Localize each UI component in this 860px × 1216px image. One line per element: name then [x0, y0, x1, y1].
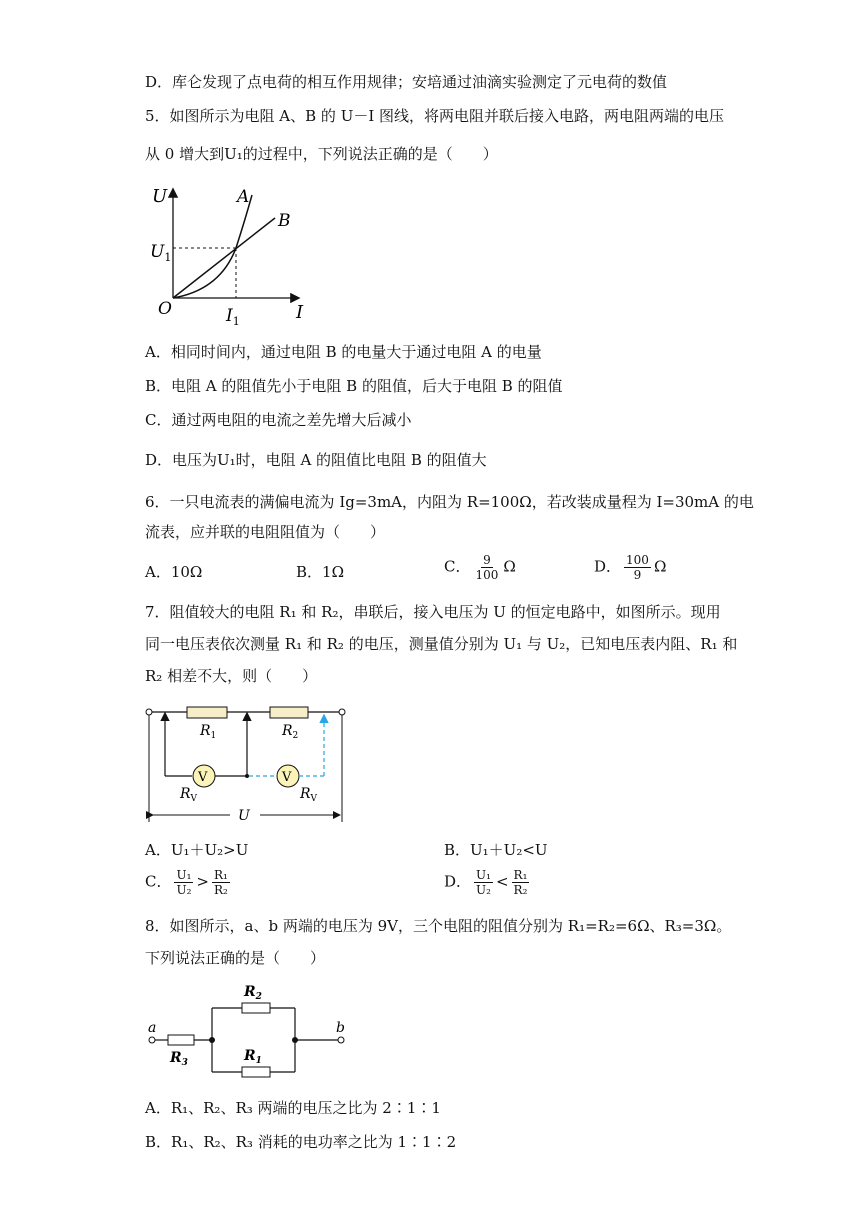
- resistor-r1: [242, 1067, 270, 1077]
- curve-a-label: A: [237, 187, 250, 207]
- q5-option-b: B．电阻 A 的阻值先小于电阻 B 的阻值，后大于电阻 B 的阻值: [145, 377, 563, 395]
- x-axis-label: I: [296, 302, 304, 323]
- line-b-label: B: [278, 211, 291, 231]
- rv-label-left: $R_V$: [180, 786, 198, 804]
- q4-option-d: D．库仑发现了点电荷的相互作用规律；安培通过油滴实验测定了元电荷的数值: [145, 73, 668, 91]
- q8-circuit-diagram: [140, 980, 355, 1090]
- q8-option-b: B．R₁、R₂、R₃ 消耗的电功率之比为 1∶1∶2: [145, 1133, 457, 1151]
- a-label: a: [148, 1020, 157, 1036]
- b-label: b: [336, 1020, 345, 1036]
- r2-label: $R_2$: [282, 723, 299, 741]
- q8-stem-line2: 下列说法正确的是（ ）: [145, 949, 326, 967]
- r1-label: $R_1$: [200, 723, 217, 741]
- q6-option-a: A．10Ω: [145, 563, 203, 581]
- q7-option-a: A．U₁＋U₂>U: [145, 841, 249, 859]
- i1-label: $I_1$: [226, 306, 240, 328]
- q6-stem-line2: 流表，应并联的电阻阻值为（ ）: [145, 523, 386, 541]
- q5-ui-graph: [140, 180, 320, 340]
- q7-stem-line3: R₂ 相差不大，则（ ）: [145, 667, 318, 685]
- q7-circuit-diagram: [142, 702, 352, 832]
- svg-text:V: V: [198, 770, 208, 785]
- q5-stem-line1: 5．如图所示为电阻 A、B 的 U－I 图线，将两电阻并联后接入电路，两电阻两端的电压: [145, 107, 725, 125]
- q5-option-d: D．电压为U₁时，电阻 A 的阻值比电阻 B 的阻值大: [145, 451, 487, 469]
- q6-option-c: C． $\frac{9}{100}$ Ω: [444, 553, 516, 582]
- left-terminal: [146, 709, 152, 715]
- y-axis-label: U: [152, 186, 168, 207]
- r3-label: $R_3$: [170, 1050, 188, 1068]
- q8-stem-line1: 8．如图所示，a、b 两端的电压为 9V，三个电阻的阻值分别为 R₁=R₂=6Ω、R₃=3Ω。: [145, 917, 732, 935]
- r2-label: $R_2$: [244, 984, 262, 1002]
- terminal-a: [149, 1037, 155, 1043]
- q7-option-b: B．U₁＋U₂<U: [444, 841, 548, 859]
- right-terminal: [339, 709, 345, 715]
- q5-option-c: C．通过两电阻的电流之差先增大后减小: [145, 411, 412, 429]
- q7-option-d: D． $\frac{\text{U₁}}{\text{U₂}}$ < $\frac{\text{R₁}}{\text{R₂}}$: [444, 868, 528, 897]
- terminal-b: [338, 1037, 344, 1043]
- curve-a: [173, 195, 252, 298]
- resistor-r2: [242, 1003, 270, 1013]
- q5-option-a: A．相同时间内，通过电阻 B 的电量大于通过电阻 A 的电量: [145, 343, 542, 361]
- q7-option-c: C． $\frac{\text{U₁}}{\text{U₂}}$ > $\frac{\text{R₁}}{\text{R₂}}$: [145, 868, 228, 897]
- q7-stem-line2: 同一电压表依次测量 R₁ 和 R₂ 的电压，测量值分别为 U₁ 与 U₂，已知电压表内阻、R₁ 和: [145, 635, 738, 653]
- origin-label: O: [158, 299, 172, 319]
- resistor-r2: [270, 707, 308, 718]
- q5-stem-line2: 从 0 增大到U₁的过程中，下列说法正确的是（ ）: [145, 145, 498, 163]
- q8-option-a: A．R₁、R₂、R₃ 两端的电压之比为 2∶1∶1: [145, 1099, 441, 1117]
- q7-stem-line1: 7．阻值较大的电阻 R₁ 和 R₂，串联后，接入电压为 U 的恒定电路中，如图所示。现用: [145, 603, 721, 621]
- resistor-r1: [187, 707, 227, 718]
- rv-label-right: $R_V$: [300, 786, 318, 804]
- q6-option-d: D． $\frac{100}{9}$ Ω: [594, 553, 667, 582]
- svg-text:V: V: [282, 770, 292, 785]
- r1-label: $R_1$: [244, 1048, 262, 1066]
- q6-option-b: B．1Ω: [296, 563, 345, 581]
- resistor-r3: [168, 1035, 194, 1045]
- u-label: U: [238, 808, 250, 824]
- u1-label: $U_1$: [150, 242, 172, 264]
- line-b: [173, 218, 275, 298]
- q6-stem-line1: 6．一只电流表的满偏电流为 Ig=3mA，内阻为 R=100Ω，若改装成量程为 I=30mA 的电: [145, 493, 754, 511]
